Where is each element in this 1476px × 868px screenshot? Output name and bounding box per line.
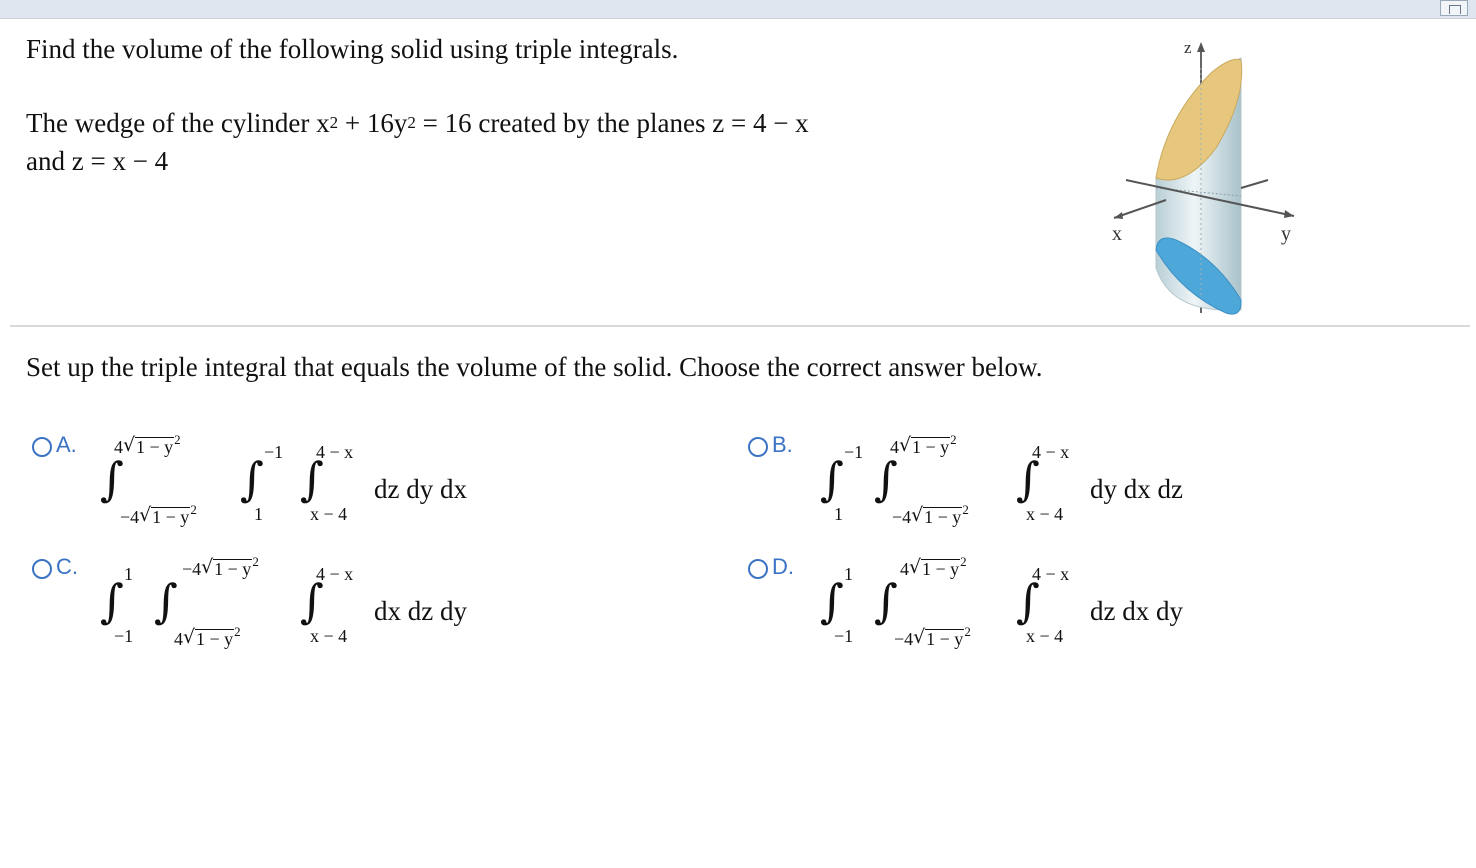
radical <box>913 629 964 649</box>
radicand-exponent: 2 <box>962 502 969 517</box>
limit-coef: −4 <box>894 629 914 649</box>
middle-upper-limit <box>900 556 967 580</box>
question-text-part-3: = 16 created by the planes z = 4 − x <box>415 108 809 138</box>
integral-sign-outer: ∫ <box>820 452 844 506</box>
differentials: dx dz dy <box>374 596 467 626</box>
inner-lower-limit: x − 4 <box>1026 504 1064 524</box>
middle-lower-limit <box>894 626 971 650</box>
option-b-integral <box>820 426 1240 536</box>
radicand: 1 − y <box>152 507 190 527</box>
question-instruction: Find the volume of the following solid using triple integrals. <box>26 34 679 64</box>
radical <box>139 507 190 527</box>
radical <box>911 507 962 527</box>
x-axis-arrow <box>1114 212 1123 219</box>
outer-lower-limit: −1 <box>834 626 854 646</box>
radio-option-c[interactable] <box>32 559 52 579</box>
differentials: dz dx dy <box>1090 596 1183 626</box>
integral-sign-outer: ∫ <box>820 574 844 628</box>
radicand: 1 − y <box>924 507 962 527</box>
outer-upper-limit: 1 <box>124 564 133 584</box>
integral-sign-outer: ∫ <box>100 452 124 506</box>
option-c-letter[interactable]: C. <box>56 554 78 579</box>
inner-lower-limit: x − 4 <box>310 504 348 524</box>
option-a-integral <box>100 426 520 536</box>
integral-sign-inner: ∫ <box>300 574 324 628</box>
cylinder-wedge-figure <box>1096 28 1326 328</box>
exponent-x: 2 <box>329 113 339 132</box>
x-axis-label: x <box>1112 223 1122 245</box>
middle-upper-limit: −1 <box>264 442 284 462</box>
limit-coef: 4 <box>174 629 183 649</box>
radical <box>183 629 234 649</box>
integral-sign-middle: ∫ <box>874 574 898 628</box>
top-toolbar-strip <box>0 0 1476 19</box>
question-description <box>26 106 926 178</box>
radio-option-b[interactable] <box>748 437 768 457</box>
limit-coef: 4 <box>890 437 899 457</box>
radicand: 1 − y <box>926 629 964 649</box>
limit-coef: 4 <box>900 559 909 579</box>
exponent-y: 2 <box>407 113 416 132</box>
radicand-exponent: 2 <box>964 624 971 639</box>
radical <box>201 559 252 579</box>
radicand: 1 − y <box>214 559 252 579</box>
inner-lower-limit: x − 4 <box>310 626 348 646</box>
radical <box>909 559 960 579</box>
integral-sign-inner: ∫ <box>1016 574 1040 628</box>
middle-lower-limit <box>892 504 969 528</box>
outer-upper-limit: −1 <box>844 442 864 462</box>
answer-prompt: Set up the triple integral that equals the volume of the solid. Choose the correct answer below. <box>26 352 1043 382</box>
section-divider <box>10 325 1470 327</box>
radicand-exponent: 2 <box>252 554 259 569</box>
option-b-letter[interactable]: B. <box>772 432 793 457</box>
radio-option-d[interactable] <box>748 559 768 579</box>
limit-coef: 4 <box>114 437 123 457</box>
outer-upper-limit <box>114 434 181 458</box>
radicand-exponent: 2 <box>190 502 197 517</box>
integral-sign-middle: ∫ <box>874 452 898 506</box>
radicand-exponent: 2 <box>174 432 181 447</box>
integral-sign-inner: ∫ <box>300 452 324 506</box>
inner-upper-limit: 4 − x <box>316 442 354 462</box>
radicand: 1 − y <box>196 629 234 649</box>
integral-sign-outer: ∫ <box>100 574 124 628</box>
y-axis-arrow <box>1284 210 1294 218</box>
integral-sign-middle: ∫ <box>154 574 178 628</box>
outer-lower-limit: 1 <box>834 504 843 524</box>
inner-lower-limit: x − 4 <box>1026 626 1064 646</box>
outer-lower-limit <box>120 504 197 528</box>
radicand: 1 − y <box>912 437 950 457</box>
radicand-exponent: 2 <box>234 624 241 639</box>
outer-lower-limit: −1 <box>114 626 134 646</box>
middle-upper-limit <box>182 556 259 580</box>
radio-option-a[interactable] <box>32 437 52 457</box>
limit-coef: −4 <box>892 507 912 527</box>
differentials: dy dx dz <box>1090 474 1183 504</box>
option-d-letter[interactable]: D. <box>772 554 794 579</box>
question-text-part-2: + 16y <box>338 108 408 138</box>
inner-upper-limit: 4 − x <box>316 564 354 584</box>
middle-upper-limit <box>890 434 957 458</box>
radical <box>123 437 174 457</box>
radicand-exponent: 2 <box>960 554 967 569</box>
option-a-letter[interactable]: A. <box>56 432 77 457</box>
outer-upper-limit: 1 <box>844 564 853 584</box>
z-axis-arrow <box>1197 42 1205 52</box>
y-axis-label: y <box>1281 223 1291 245</box>
middle-lower-limit <box>174 626 241 650</box>
window-corner-button[interactable] <box>1440 0 1468 16</box>
limit-coef: −4 <box>120 507 140 527</box>
middle-lower-limit: 1 <box>254 504 263 524</box>
axis-line-right <box>1241 180 1268 188</box>
radicand: 1 − y <box>136 437 174 457</box>
differentials: dz dy dx <box>374 474 467 504</box>
z-axis-label: z <box>1184 38 1192 57</box>
option-d-integral <box>820 548 1240 658</box>
limit-coef: −4 <box>182 559 202 579</box>
question-text-part-1: The wedge of the cylinder x <box>26 108 330 138</box>
inner-upper-limit: 4 − x <box>1032 442 1070 462</box>
radicand: 1 − y <box>922 559 960 579</box>
integral-sign-middle: ∫ <box>240 452 264 506</box>
radical <box>899 437 950 457</box>
option-c-integral <box>100 548 520 658</box>
radicand-exponent: 2 <box>950 432 957 447</box>
integral-sign-inner: ∫ <box>1016 452 1040 506</box>
inner-upper-limit: 4 − x <box>1032 564 1070 584</box>
question-text-line-2: and z = x − 4 <box>26 146 169 176</box>
